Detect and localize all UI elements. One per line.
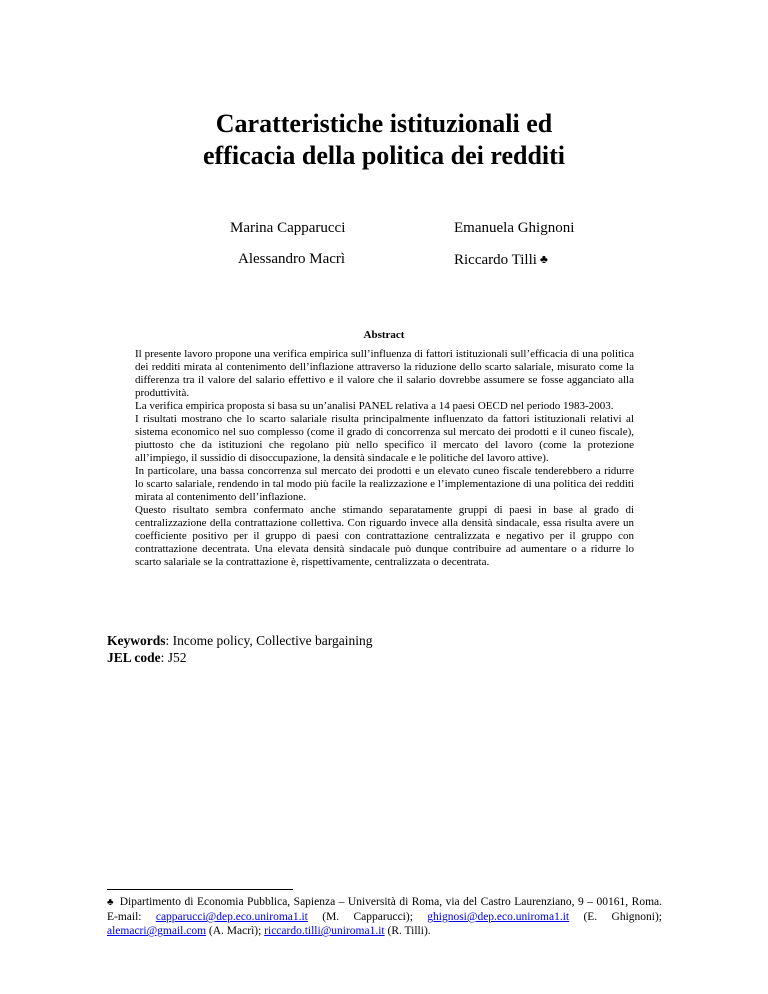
author-macri: Alessandro Macrì	[238, 251, 346, 267]
author-tilli-wrapper	[454, 250, 548, 269]
footnote-affiliation: Dipartimento di Economia Pubblica, Sapienza – Università di Roma, via del Castro Laurenziano, 9 – 00161, Roma.	[119, 896, 662, 908]
abstract-paragraph-1: Il presente lavoro propone una verifica empirica sull’influenza di fattori istituzionali sull’efficacia di una politica dei redditi mirata al contenimento dell’inflazione attraverso la riduzione dello scarto salariale, misurato come la differenza tra il valore del salario effettivo e il valore che il salario dovrebbe assumere se fosse agganciato alla produttività.	[135, 348, 634, 399]
keywords-value: Income policy, Collective bargaining	[172, 633, 373, 648]
email-label: E-mail:	[107, 911, 142, 923]
title-line-1: Caratteristiche istituzionali ed	[215, 109, 553, 138]
footnote	[107, 895, 662, 938]
jel-value: J52	[167, 650, 187, 665]
email-link-capparucci[interactable]: capparucci@dep.eco.uniroma1.it	[155, 911, 308, 923]
email-name-capparucci: (M. Capparucci);	[322, 911, 413, 923]
author-tilli: Riccardo Tilli	[454, 252, 537, 268]
title-line-2: efficacia della politica dei redditi	[202, 141, 566, 170]
jel-line: JEL code: J52	[107, 650, 187, 665]
email-link-ghignoni[interactable]: ghignosi@dep.eco.uniroma1.it	[427, 911, 570, 923]
abstract-paragraph-5: Questo risultato sembra confermato anche stimando separatamente gruppi di paesi in base al grado di centralizzazione della contrattazione collettiva. Con riguardo invece alla densità sindacale, essa risulta avere un coefficiente positivo per il gruppo di paesi con contrattazione centralizzata e negativo per il gruppo con contrattazione decentrata. Una elevata densità sindacale può dunque contribuire ad aumentare o a ridurre lo scarto salariale se la contrattazione è, rispettivamente, centralizzata o decentrata.	[135, 504, 634, 568]
abstract-paragraph-4: In particolare, una bassa concorrenza sul mercato dei prodotti e un elevato cuneo fiscale tenderebbero a ridurre lo scarto salariale, rendendo in tal modo più facile la realizzazione e l’implementazione di una politica dei redditi mirata al contenimento dell’inflazione.	[135, 465, 634, 503]
email-name-macri: (A. Macrì);	[208, 925, 262, 937]
abstract-body	[135, 348, 634, 569]
footnote-text	[107, 895, 662, 938]
abstract-paragraph-3: I risultati mostrano che lo scarto salariale risulta principalmente influenzato da fattori istituzionali relativi al sistema economico nel suo complesso (come il grado di concorrenza sul mercato dei prodotti e il cuneo fiscale), piuttosto che da istituzioni che regolano più nello specifico il mercato del lavoro (come la protezione all’impiego, il sussidio di disoccupazione, la densità sindacale e le politiche del lavoro attive).	[135, 413, 634, 464]
footnote-marker: ♣	[107, 897, 115, 908]
abstract-paragraph-2: La verifica empirica proposta si basa su un’analisi PANEL relativa a 14 paesi OECD nel periodo 1983-2003.	[135, 400, 614, 412]
email-link-tilli[interactable]: riccardo.tilli@uniroma1.it	[264, 925, 385, 937]
footnote-separator	[107, 889, 293, 890]
footnote-marker-author: ♣	[539, 252, 548, 266]
paper-title	[0, 108, 768, 172]
email-name-ghignoni: (E. Ghignoni);	[583, 911, 662, 923]
abstract-heading: Abstract	[363, 329, 405, 341]
author-capparucci: Marina Capparucci	[230, 220, 346, 236]
keywords-label: Keywords	[107, 633, 166, 648]
keywords-line: Keywords: Income policy, Collective bargaining	[107, 633, 373, 648]
email-name-tilli: (R. Tilli).	[387, 925, 431, 937]
author-ghignoni: Emanuela Ghignoni	[454, 220, 575, 236]
email-link-macri[interactable]: alemacri@gmail.com	[107, 925, 207, 937]
keywords-block	[107, 632, 372, 666]
jel-label: JEL code	[107, 650, 161, 665]
